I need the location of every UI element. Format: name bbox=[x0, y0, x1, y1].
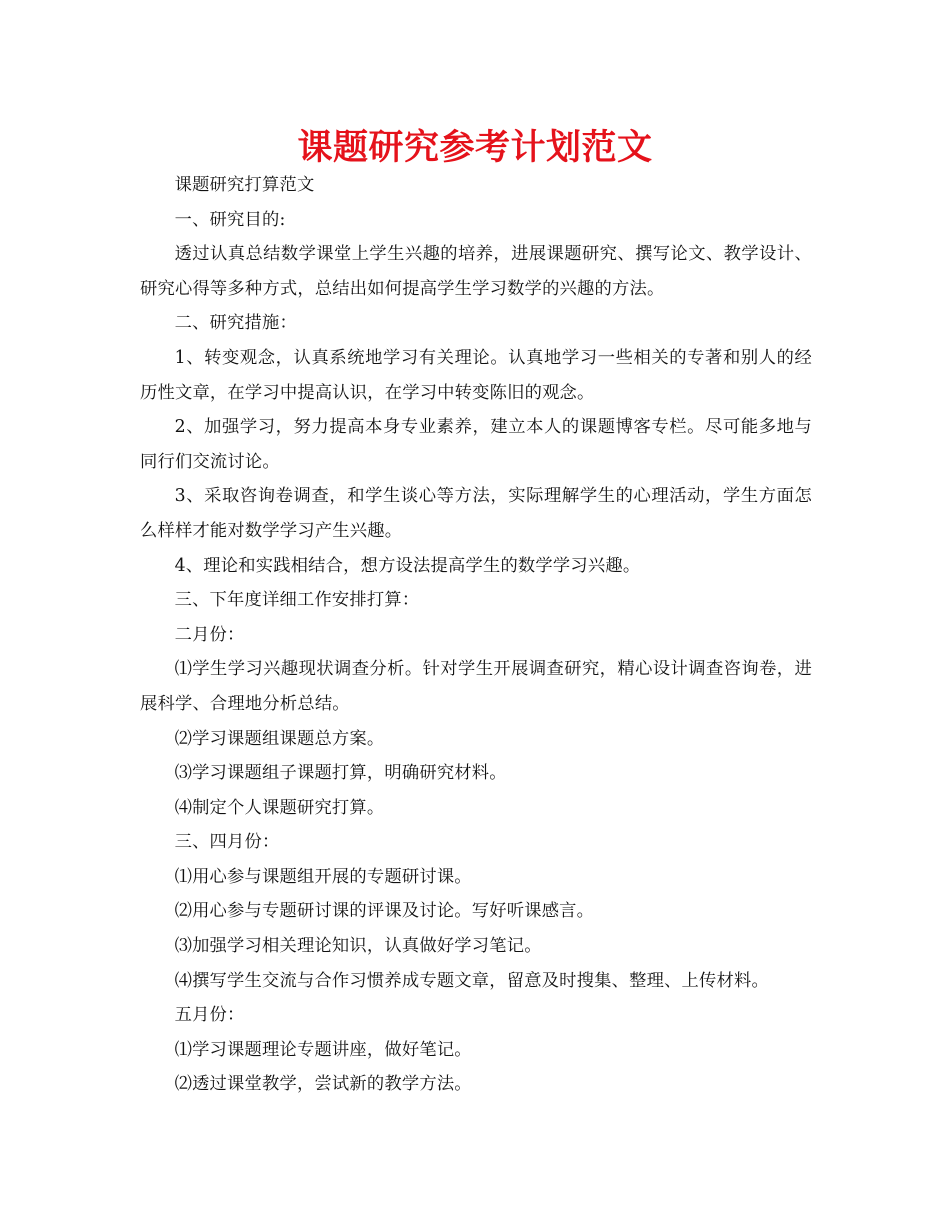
section-heading: 一、研究目的: bbox=[174, 209, 286, 230]
list-item: ⑵透过课堂教学，尝试新的教学方法。 bbox=[174, 1074, 472, 1095]
list-item: ⑷制定个人课题研究打算。 bbox=[174, 797, 385, 818]
paragraph: 透过认真总结数学课堂上学生兴趣的培养，进展课题研究、撰写论文、教学设计、研究心得等多种方式，总结出如何提高学生学习数学的兴趣的方法。 bbox=[140, 244, 812, 299]
list-item: ⑶加强学习相关理论知识，认真做好学习笔记。 bbox=[174, 936, 542, 957]
paragraph: 4、理论和实践相结合，想方设法提高学生的数学学习兴趣。 bbox=[174, 555, 641, 576]
paragraph: 2、加强学习，努力提高本身专业素养，建立本人的课题博客专栏。尽可能多地与同行们交流讨论。 bbox=[140, 417, 812, 472]
list-item: ⑴学习课题理论专题讲座，做好笔记。 bbox=[174, 1039, 472, 1060]
list-item: ⑷撰写学生交流与合作习惯养成专题文章，留意及时搜集、整理、上传材料。 bbox=[174, 970, 769, 991]
list-item: ⑵用心参与专题研讨课的评课及讨论。写好听课感言。 bbox=[174, 901, 595, 922]
month-heading: 三、四月份： bbox=[174, 832, 280, 853]
document-title: 课题研究参考计划范文 bbox=[297, 128, 653, 168]
paragraph: 课题研究打算范文 bbox=[174, 175, 315, 195]
list-item: ⑵学习课题组课题总方案。 bbox=[174, 728, 385, 749]
document-body bbox=[140, 168, 812, 1102]
paragraph: 3、采取咨询卷调查，和学生谈心等方法，实际理解学生的心理活动，学生方面怎么样样才能对数学学习产生兴趣。 bbox=[140, 486, 812, 541]
month-heading: 五月份： bbox=[174, 1005, 245, 1026]
month-heading: 二月份： bbox=[174, 624, 245, 645]
list-item: ⑴学生学习兴趣现状调查分析。针对学生开展调查研究，精心设计调查咨询卷，进展科学、合理地分析总结。 bbox=[140, 659, 812, 714]
list-item: ⑶学习课题组子课题打算，明确研究材料。 bbox=[174, 763, 507, 784]
paragraph: 1、转变观念，认真系统地学习有关理论。认真地学习一些相关的专著和别人的经历性文章，在学习中提高认识，在学习中转变陈旧的观念。 bbox=[140, 347, 812, 403]
section-heading: 二、研究措施： bbox=[174, 313, 297, 334]
list-item: ⑴用心参与课题组开展的专题研讨课。 bbox=[174, 866, 472, 887]
section-heading: 三、下年度详细工作安排打算： bbox=[174, 590, 420, 611]
